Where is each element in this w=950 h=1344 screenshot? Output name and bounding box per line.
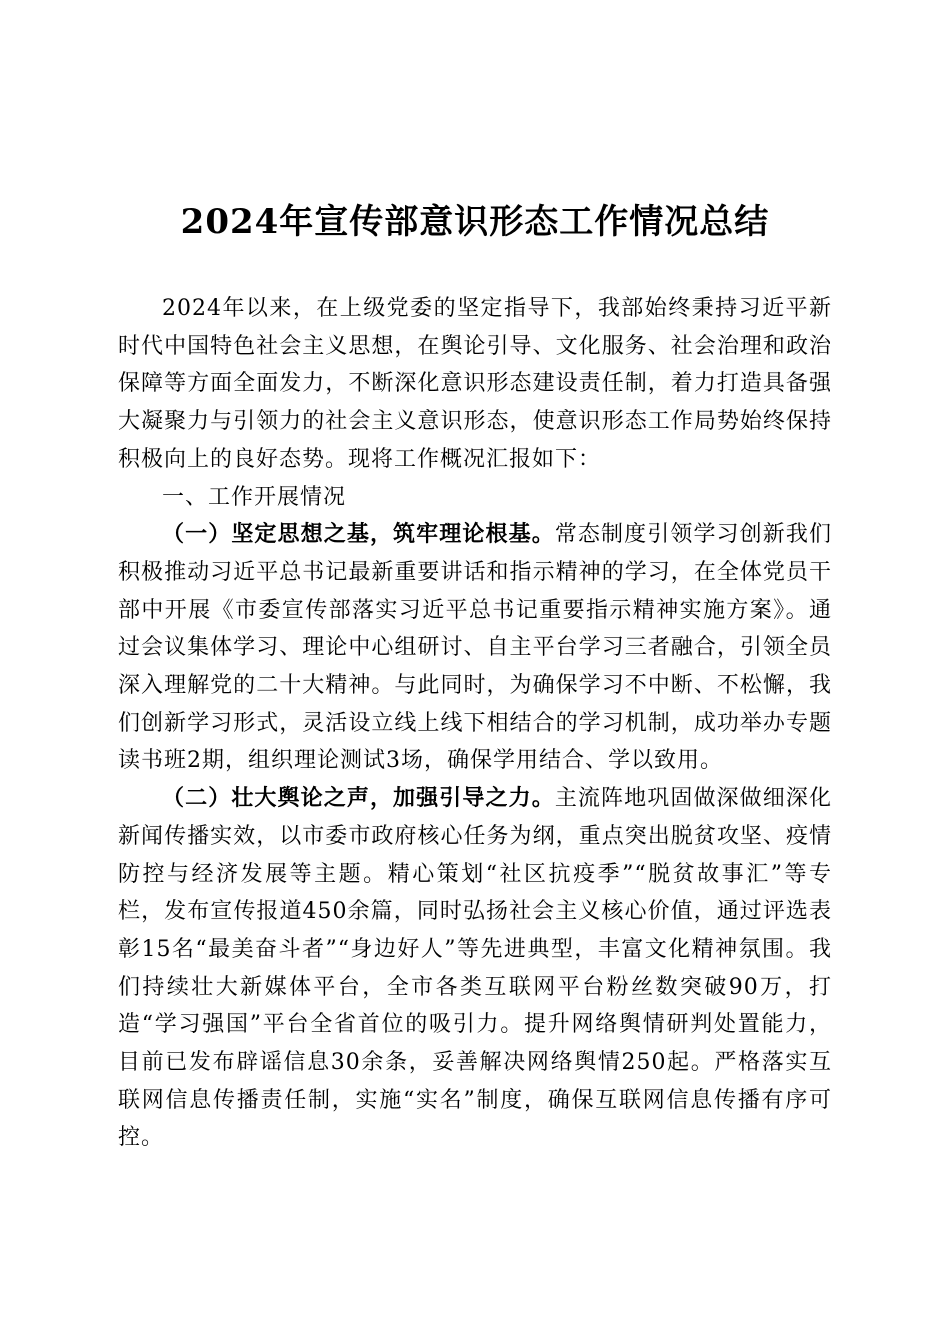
- subsection-2-text: 主流阵地巩固做深做细深化新闻传播实效，以市委市政府核心任务为纲，重点突出脱贫攻坚、疫情防控与经济发展等主题。精心策划“社区抗疫季”“脱贫故事汇”等专栏，发布宣传报道450余篇，同时弘扬社会主义核心价值，通过评选表彰15名“最美奋斗者”“身边好人”等先进典型，丰富文化精神氛围。我们持续壮大新媒体平台，全市各类互联网平台粉丝数突破90万，打造“学习强国”平台全省首位的吸引力。提升网络舆情研判处置能力，目前已发布辟谣信息30余条，妥善解决网络舆情250起。严格落实互联网信息传播责任制，实施“实名”制度，确保互联网信息传播有序可控。: [118, 786, 832, 1151]
- subsection-1-paragraph: [118, 516, 832, 780]
- document-title: 2024年宣传部意识形态工作情况总结: [180, 202, 770, 242]
- document-body: [118, 290, 832, 1157]
- section-heading-work-status: 一、工作开展情况: [162, 484, 347, 510]
- subsection-1-text: 常态制度引领学习创新我们积极推动习近平总书记最新重要讲话和指示精神的学习，在全体党员干部中开展《市委宣传部落实习近平总书记重要指示精神实施方案》。通过会议集体学习、理论中心组研讨、自主平台学习三者融合，引领全员深入理解党的二十大精神。与此同时，为确保学习不中断、不松懈，我们创新学习形式，灵活设立线上线下相结合的学习机制，成功举办专题读书班2期，组织理论测试3场，确保学用结合、学以致用。: [118, 522, 832, 774]
- subsection-1-lead: （一）坚定思想之基，筑牢理论根基。: [162, 521, 555, 548]
- intro-paragraph: 2024年以来，在上级党委的坚定指导下，我部始终秉持习近平新时代中国特色社会主义思想，在舆论引导、文化服务、社会治理和政治保障等方面全面发力，不断深化意识形态建设责任制，着力打造具备强大凝聚力与引领力的社会主义意识形态，使意识形态工作局势始终保持积极向上的良好态势。现将工作概况汇报如下：: [118, 296, 832, 472]
- subsection-2-lead: （二）壮大舆论之声，加强引导之力。: [162, 785, 555, 812]
- subsection-2-paragraph: [118, 780, 832, 1157]
